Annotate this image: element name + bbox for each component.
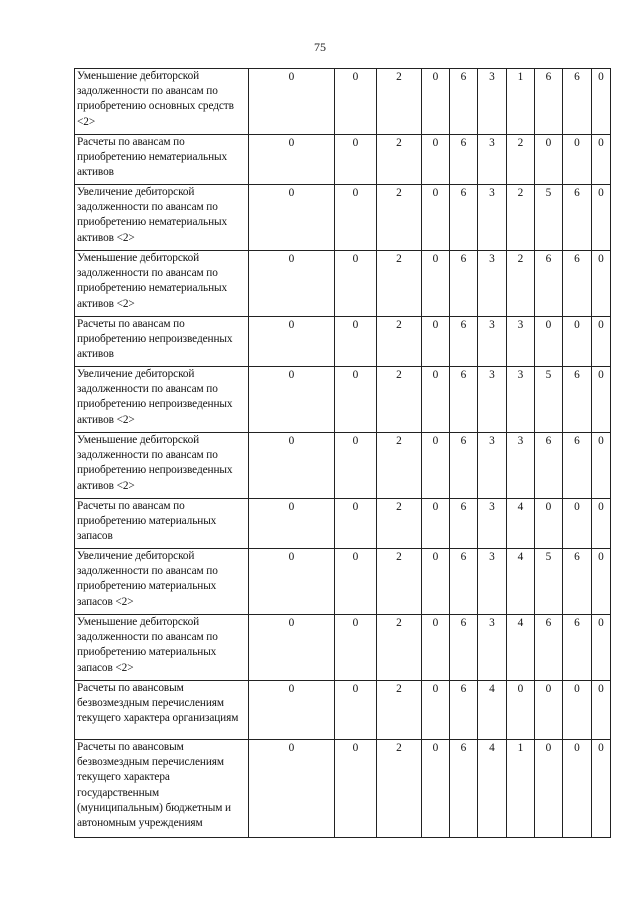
code-digit-cell: 0 xyxy=(422,185,450,251)
code-digit-cell: 0 xyxy=(422,135,450,185)
code-digit-cell: 0 xyxy=(335,185,377,251)
code-digit-cell: 0 xyxy=(249,615,335,681)
table-row xyxy=(75,433,611,499)
code-digit-cell: 2 xyxy=(377,433,422,499)
code-digit-cell: 6 xyxy=(563,185,592,251)
code-digit-cell: 0 xyxy=(592,549,611,615)
code-digit-cell: 2 xyxy=(507,185,535,251)
code-digit-cell: 0 xyxy=(335,549,377,615)
code-digit-cell: 6 xyxy=(450,681,478,740)
code-digit-cell: 0 xyxy=(535,499,563,549)
table-row xyxy=(75,549,611,615)
code-digit-cell: 0 xyxy=(422,251,450,317)
row-name-cell: Расчеты по авансовым безвозмездным перечислениям текущего характера государственным (муниципальным) бюджетным и автономным учреждениям xyxy=(75,740,249,838)
code-digit-cell: 6 xyxy=(535,69,563,135)
code-digit-cell: 0 xyxy=(592,367,611,433)
code-digit-cell: 3 xyxy=(478,367,507,433)
code-digit-cell: 4 xyxy=(507,499,535,549)
code-digit-cell: 0 xyxy=(249,69,335,135)
table-row xyxy=(75,135,611,185)
code-digit-cell: 0 xyxy=(422,681,450,740)
code-digit-cell: 0 xyxy=(592,740,611,838)
code-digit-cell: 0 xyxy=(335,251,377,317)
code-digit-cell: 0 xyxy=(563,681,592,740)
code-digit-cell: 0 xyxy=(592,615,611,681)
code-digit-cell: 0 xyxy=(422,317,450,367)
code-digit-cell: 0 xyxy=(507,681,535,740)
code-digit-cell: 6 xyxy=(535,251,563,317)
code-digit-cell: 3 xyxy=(478,499,507,549)
code-digit-cell: 3 xyxy=(478,251,507,317)
table-row xyxy=(75,681,611,740)
code-digit-cell: 3 xyxy=(507,367,535,433)
code-digit-cell: 0 xyxy=(249,185,335,251)
page-number: 75 xyxy=(314,40,326,54)
code-digit-cell: 4 xyxy=(507,615,535,681)
code-digit-cell: 0 xyxy=(535,317,563,367)
code-digit-cell: 0 xyxy=(335,433,377,499)
row-name-cell: Расчеты по авансам по приобретению непроизведенных активов xyxy=(75,317,249,367)
code-digit-cell: 0 xyxy=(335,615,377,681)
code-digit-cell: 0 xyxy=(535,135,563,185)
code-digit-cell: 6 xyxy=(535,615,563,681)
code-digit-cell: 3 xyxy=(478,135,507,185)
code-digit-cell: 0 xyxy=(249,367,335,433)
code-digit-cell: 0 xyxy=(563,135,592,185)
code-digit-cell: 0 xyxy=(249,251,335,317)
code-digit-cell: 0 xyxy=(249,433,335,499)
code-digit-cell: 6 xyxy=(450,433,478,499)
code-digit-cell: 2 xyxy=(377,549,422,615)
code-digit-cell: 0 xyxy=(249,135,335,185)
code-digit-cell: 0 xyxy=(422,549,450,615)
code-digit-cell: 0 xyxy=(592,185,611,251)
code-digit-cell: 0 xyxy=(535,681,563,740)
code-digit-cell: 0 xyxy=(422,433,450,499)
code-digit-cell: 5 xyxy=(535,367,563,433)
code-digit-cell: 3 xyxy=(478,615,507,681)
code-digit-cell: 0 xyxy=(422,615,450,681)
code-digit-cell: 3 xyxy=(478,185,507,251)
code-digit-cell: 1 xyxy=(507,740,535,838)
code-digit-cell: 0 xyxy=(535,740,563,838)
code-digit-cell: 0 xyxy=(249,681,335,740)
row-name-cell: Увеличение дебиторской задолженности по авансам по приобретению нематериальных активов <2> xyxy=(75,185,249,251)
code-digit-cell: 5 xyxy=(535,549,563,615)
code-digit-cell: 2 xyxy=(377,681,422,740)
row-name-cell: Расчеты по авансовым безвозмездным перечислениям текущего характера организациям xyxy=(75,681,249,740)
code-digit-cell: 6 xyxy=(450,69,478,135)
code-digit-cell: 6 xyxy=(450,367,478,433)
code-digit-cell: 0 xyxy=(249,317,335,367)
code-digit-cell: 2 xyxy=(507,135,535,185)
code-digit-cell: 2 xyxy=(377,69,422,135)
account-codes-table xyxy=(74,68,611,838)
table-row xyxy=(75,185,611,251)
code-digit-cell: 0 xyxy=(335,135,377,185)
code-digit-cell: 0 xyxy=(592,135,611,185)
code-digit-cell: 2 xyxy=(377,317,422,367)
code-digit-cell: 6 xyxy=(563,367,592,433)
code-digit-cell: 6 xyxy=(450,740,478,838)
code-digit-cell: 2 xyxy=(377,615,422,681)
code-digit-cell: 0 xyxy=(422,740,450,838)
code-digit-cell: 0 xyxy=(335,499,377,549)
code-digit-cell: 6 xyxy=(450,185,478,251)
code-digit-cell: 6 xyxy=(450,317,478,367)
code-digit-cell: 0 xyxy=(592,317,611,367)
code-digit-cell: 3 xyxy=(507,433,535,499)
code-digit-cell: 3 xyxy=(478,549,507,615)
table-row xyxy=(75,740,611,838)
code-digit-cell: 2 xyxy=(377,367,422,433)
row-name-cell: Уменьшение дебиторской задолженности по авансам по приобретению непроизведенных активов <2> xyxy=(75,433,249,499)
code-digit-cell: 0 xyxy=(335,69,377,135)
code-digit-cell: 5 xyxy=(535,185,563,251)
code-digit-cell: 6 xyxy=(563,549,592,615)
code-digit-cell: 0 xyxy=(592,433,611,499)
row-name-cell: Уменьшение дебиторской задолженности по авансам по приобретению нематериальных активов <2> xyxy=(75,251,249,317)
code-digit-cell: 4 xyxy=(507,549,535,615)
code-digit-cell: 0 xyxy=(249,499,335,549)
code-digit-cell: 6 xyxy=(450,251,478,317)
code-digit-cell: 4 xyxy=(478,740,507,838)
row-name-cell: Уменьшение дебиторской задолженности по авансам по приобретению основных средств <2> xyxy=(75,69,249,135)
code-digit-cell: 6 xyxy=(450,499,478,549)
code-digit-cell: 0 xyxy=(335,317,377,367)
code-digit-cell: 0 xyxy=(592,499,611,549)
code-digit-cell: 6 xyxy=(450,549,478,615)
table-body xyxy=(75,69,611,838)
code-digit-cell: 3 xyxy=(507,317,535,367)
code-digit-cell: 3 xyxy=(478,317,507,367)
code-digit-cell: 0 xyxy=(422,367,450,433)
code-digit-cell: 6 xyxy=(450,135,478,185)
code-digit-cell: 0 xyxy=(249,549,335,615)
code-digit-cell: 0 xyxy=(563,499,592,549)
row-name-cell: Увеличение дебиторской задолженности по авансам по приобретению материальных запасов <2> xyxy=(75,549,249,615)
code-digit-cell: 6 xyxy=(563,251,592,317)
table-row xyxy=(75,499,611,549)
code-digit-cell: 3 xyxy=(478,69,507,135)
table-row xyxy=(75,615,611,681)
table-row xyxy=(75,367,611,433)
code-digit-cell: 2 xyxy=(377,185,422,251)
code-digit-cell: 6 xyxy=(563,433,592,499)
code-digit-cell: 0 xyxy=(592,681,611,740)
code-digit-cell: 0 xyxy=(592,69,611,135)
code-digit-cell: 6 xyxy=(450,615,478,681)
row-name-cell: Расчеты по авансам по приобретению нематериальных активов xyxy=(75,135,249,185)
code-digit-cell: 2 xyxy=(377,135,422,185)
row-name-cell: Расчеты по авансам по приобретению материальных запасов xyxy=(75,499,249,549)
code-digit-cell: 1 xyxy=(507,69,535,135)
code-digit-cell: 0 xyxy=(335,367,377,433)
table-row xyxy=(75,69,611,135)
code-digit-cell: 0 xyxy=(422,499,450,549)
code-digit-cell: 6 xyxy=(535,433,563,499)
row-name-cell: Увеличение дебиторской задолженности по авансам по приобретению непроизведенных активов <2> xyxy=(75,367,249,433)
code-digit-cell: 2 xyxy=(377,251,422,317)
code-digit-cell: 0 xyxy=(422,69,450,135)
table-row xyxy=(75,251,611,317)
code-digit-cell: 3 xyxy=(478,433,507,499)
code-digit-cell: 2 xyxy=(507,251,535,317)
code-digit-cell: 0 xyxy=(249,740,335,838)
code-digit-cell: 2 xyxy=(377,740,422,838)
code-digit-cell: 0 xyxy=(563,740,592,838)
code-digit-cell: 0 xyxy=(335,740,377,838)
code-digit-cell: 2 xyxy=(377,499,422,549)
code-digit-cell: 0 xyxy=(563,317,592,367)
table-row xyxy=(75,317,611,367)
code-digit-cell: 6 xyxy=(563,615,592,681)
code-digit-cell: 4 xyxy=(478,681,507,740)
code-digit-cell: 0 xyxy=(335,681,377,740)
code-digit-cell: 0 xyxy=(592,251,611,317)
code-digit-cell: 6 xyxy=(563,69,592,135)
row-name-cell: Уменьшение дебиторской задолженности по авансам по приобретению материальных запасов <2> xyxy=(75,615,249,681)
